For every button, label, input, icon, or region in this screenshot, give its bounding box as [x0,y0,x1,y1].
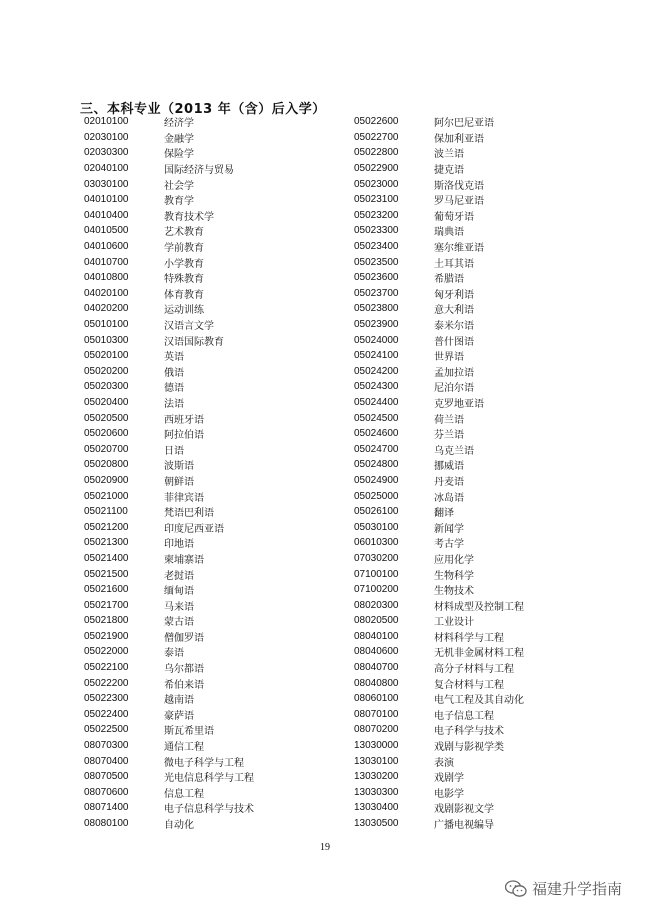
table-row [84,208,254,224]
major-name: 考古学 [434,539,464,551]
major-name: 冰岛语 [434,492,464,504]
major-name: 挪威语 [434,461,464,473]
major-code: 04020100 [84,287,129,299]
table-row [84,317,254,333]
table-row [84,769,254,785]
major-name: 小学教育 [164,258,204,270]
table-row [354,223,524,239]
table-row [84,488,254,504]
major-name: 克罗地亚语 [434,398,484,410]
table-row [84,519,254,535]
table-row [354,582,524,598]
major-name: 意大利语 [434,305,474,317]
major-code: 07100200 [354,584,399,596]
major-code: 05020300 [84,381,129,393]
major-code: 08070600 [84,786,129,798]
table-row [354,488,524,504]
table-row [354,738,524,754]
major-name: 金融学 [164,133,194,145]
table-row [354,254,524,270]
major-code: 13030300 [354,786,399,798]
major-name: 表演 [434,757,454,769]
table-row [84,426,254,442]
major-code: 08070500 [84,771,129,783]
major-name: 自动化 [164,820,194,832]
major-code: 05021200 [84,521,129,533]
major-name: 印度尼西亚语 [164,523,224,535]
major-code: 05021300 [84,537,129,549]
major-code: 04010700 [84,256,129,268]
table-row [84,192,254,208]
table-row [84,800,254,816]
major-name: 生物科学 [434,570,474,582]
major-code: 02030100 [84,131,129,143]
table-row [84,675,254,691]
table-row [84,644,254,660]
major-code: 05024400 [354,396,399,408]
major-name: 德语 [164,383,184,395]
major-name: 运动训练 [164,305,204,317]
major-name: 教育技术学 [164,211,214,223]
table-row [354,286,524,302]
major-name: 复合材料与工程 [434,679,504,691]
major-code: 05024500 [354,412,399,424]
major-code: 05021100 [84,506,128,518]
major-code: 05022400 [84,708,129,720]
major-list-right [354,114,524,831]
table-row [84,379,254,395]
major-code: 04020200 [84,303,129,315]
major-code: 13030000 [354,740,399,752]
major-code: 05025000 [354,490,399,502]
major-name: 体育教育 [164,289,204,301]
table-row [84,441,254,457]
major-name: 葡萄牙语 [434,211,474,223]
section-heading: 三、本科专业（2013 年（含）后入学） [80,102,326,117]
table-row [84,722,254,738]
table-row [354,644,524,660]
table-row [84,410,254,426]
major-name: 希伯来语 [164,679,204,691]
table-row [354,566,524,582]
major-name: 微电子科学与工程 [164,757,244,769]
major-name: 电气工程及其自动化 [434,695,524,707]
major-name: 乌克兰语 [434,445,474,457]
table-row [84,161,254,177]
major-code: 08040700 [354,662,399,674]
table-row [354,426,524,442]
table-row [354,364,524,380]
major-name: 材料科学与工程 [434,632,504,644]
major-code: 13030100 [354,755,399,767]
major-name: 国际经济与贸易 [164,165,234,177]
table-row [354,145,524,161]
major-code: 05024600 [354,428,399,440]
major-code: 05024300 [354,381,399,393]
table-row [84,301,254,317]
major-code: 04010400 [84,209,129,221]
table-row [84,239,254,255]
major-name: 乌尔都语 [164,664,204,676]
major-name: 泰语 [164,648,184,660]
table-row [84,130,254,146]
table-row [84,691,254,707]
table-row [354,504,524,520]
major-name: 泰米尔语 [434,321,474,333]
major-name: 翻译 [434,508,454,520]
major-name: 戏剧影视文学 [434,804,494,816]
major-code: 05022600 [354,116,399,128]
table-row [84,254,254,270]
table-row [354,519,524,535]
major-name: 无机非金属材料工程 [434,648,524,660]
major-code: 08080100 [84,818,129,830]
major-name: 朝鲜语 [164,476,194,488]
major-code: 04010500 [84,225,129,237]
major-code: 05022100 [84,662,129,674]
major-name: 普什图语 [434,336,474,348]
major-code: 05024700 [354,443,399,455]
watermark-text: 福建升学指南 [531,880,622,898]
major-name: 匈牙利语 [434,289,474,301]
major-name: 塞尔维亚语 [434,243,484,255]
major-name: 荷兰语 [434,414,464,426]
table-row [354,301,524,317]
major-code: 05024000 [354,334,399,346]
major-name: 高分子材料与工程 [434,664,514,676]
major-name: 广播电视编导 [434,820,494,832]
table-row [84,738,254,754]
table-row [354,176,524,192]
major-name: 土耳其语 [434,258,474,270]
major-code: 05024100 [354,350,399,362]
major-code: 05021800 [84,615,129,627]
table-row [354,441,524,457]
major-name: 阿拉伯语 [164,430,204,442]
major-code: 05023600 [354,272,399,284]
major-code: 05020900 [84,474,129,486]
major-code: 05023800 [354,303,399,315]
table-row [354,114,524,130]
major-code: 05023200 [354,209,399,221]
major-code: 02040100 [84,163,129,175]
major-code: 05022000 [84,646,129,658]
major-code: 08070100 [354,708,399,720]
table-row [354,535,524,551]
table-row [354,192,524,208]
major-code: 07030200 [354,552,399,564]
major-name: 光电信息科学与工程 [164,773,254,785]
major-name: 电子科学与技术 [434,726,504,738]
table-row [354,691,524,707]
table-row [354,410,524,426]
major-name: 工业设计 [434,617,474,629]
table-row [84,176,254,192]
major-code: 05024200 [354,365,399,377]
major-name: 马来语 [164,601,194,613]
major-name: 波兰语 [434,149,464,161]
major-code: 13030200 [354,771,399,783]
table-row [354,613,524,629]
major-name: 丹麦语 [434,476,464,488]
major-name: 越南语 [164,695,194,707]
major-name: 尼泊尔语 [434,383,474,395]
table-row [84,566,254,582]
major-name: 俄语 [164,367,184,379]
major-code: 05010300 [84,334,129,346]
major-name: 电子信息科学与技术 [164,804,254,816]
major-name: 斯洛伐克语 [434,180,484,192]
table-row [84,551,254,567]
major-name: 学前教育 [164,243,204,255]
major-code: 05020200 [84,365,129,377]
major-list-left [84,114,254,831]
table-row [84,629,254,645]
table-row [354,473,524,489]
major-code: 05022500 [84,724,129,736]
major-name: 艺术教育 [164,227,204,239]
page-number: 19 [320,842,330,853]
major-name: 世界语 [434,352,464,364]
major-name: 僧伽罗语 [164,632,204,644]
table-row [354,660,524,676]
major-name: 老挝语 [164,570,194,582]
major-code: 05026100 [354,506,399,518]
major-name: 信息工程 [164,788,204,800]
table-row [84,597,254,613]
major-code: 07100100 [354,568,399,580]
major-code: 04010800 [84,272,129,284]
table-row [354,208,524,224]
table-row [84,364,254,380]
major-code: 06010300 [354,537,399,549]
table-row [84,785,254,801]
major-code: 08020300 [354,599,399,611]
major-name: 柬埔寨语 [164,554,204,566]
major-code: 08070300 [84,740,129,752]
table-row [354,317,524,333]
table-row [354,675,524,691]
table-row [354,551,524,567]
table-row [84,535,254,551]
major-name: 芬兰语 [434,430,464,442]
table-row [84,582,254,598]
table-row [84,270,254,286]
major-name: 波斯语 [164,461,194,473]
major-code: 05023400 [354,241,399,253]
major-code: 08040100 [354,630,399,642]
table-row [84,223,254,239]
table-row [84,457,254,473]
major-name: 汉语言文学 [164,321,214,333]
major-name: 法语 [164,398,184,410]
table-row [354,800,524,816]
major-name: 应用化学 [434,554,474,566]
major-code: 05024800 [354,459,399,471]
table-row [354,597,524,613]
major-name: 西班牙语 [164,414,204,426]
major-name: 菲律宾语 [164,492,204,504]
table-row [84,348,254,364]
major-code: 05023700 [354,287,399,299]
major-name: 社会学 [164,180,194,192]
table-row [354,379,524,395]
major-code: 04010100 [84,194,129,206]
major-code: 13030500 [354,818,399,830]
table-row [84,753,254,769]
major-code: 05021400 [84,552,129,564]
major-code: 08020500 [354,615,399,627]
major-code: 08070400 [84,755,129,767]
table-row [84,613,254,629]
major-code: 05022300 [84,693,129,705]
table-row [84,707,254,723]
table-row [354,707,524,723]
table-row [354,785,524,801]
major-code: 08040800 [354,677,399,689]
major-name: 印地语 [164,539,194,551]
major-code: 05020800 [84,459,129,471]
table-row [354,270,524,286]
major-code: 05021900 [84,630,129,642]
table-row [354,161,524,177]
wechat-icon [505,880,527,898]
major-name: 电影学 [434,788,464,800]
major-code: 05020400 [84,396,129,408]
major-code: 04010600 [84,241,129,253]
major-name: 戏剧学 [434,773,464,785]
major-code: 02010100 [84,116,129,128]
major-name: 孟加拉语 [434,367,474,379]
table-row [84,395,254,411]
table-row [354,395,524,411]
table-row [354,457,524,473]
major-name: 汉语国际教育 [164,336,224,348]
major-name: 保加利亚语 [434,133,484,145]
major-code: 05022900 [354,163,399,175]
major-name: 英语 [164,352,184,364]
major-name: 特殊教育 [164,274,204,286]
major-code: 05020100 [84,350,129,362]
table-row [354,629,524,645]
major-code: 03030100 [84,178,129,190]
table-row [354,130,524,146]
major-code: 13030400 [354,802,399,814]
major-code: 05023500 [354,256,399,268]
major-name: 日语 [164,445,184,457]
table-row [84,286,254,302]
major-name: 保险学 [164,149,194,161]
major-name: 豪萨语 [164,710,194,722]
major-code: 02030300 [84,147,129,159]
table-row [354,239,524,255]
major-name: 希腊语 [434,274,464,286]
major-code: 05023900 [354,319,399,331]
table-row [354,722,524,738]
table-row [354,348,524,364]
major-name: 瑞典语 [434,227,464,239]
major-code: 05021700 [84,599,129,611]
major-code: 05023300 [354,225,399,237]
major-name: 梵语巴利语 [164,508,214,520]
major-name: 新闻学 [434,523,464,535]
major-name: 斯瓦希里语 [164,726,214,738]
major-name: 戏剧与影视学类 [434,742,504,754]
major-name: 材料成型及控制工程 [434,601,524,613]
major-code: 05021600 [84,584,129,596]
major-name: 缅甸语 [164,586,194,598]
major-code: 05024900 [354,474,399,486]
major-code: 05022700 [354,131,399,143]
major-name: 教育学 [164,196,194,208]
major-code: 05020700 [84,443,129,455]
watermark [505,878,622,899]
major-code: 08071400 [84,802,129,814]
table-row [354,332,524,348]
major-code: 05023000 [354,178,399,190]
major-code: 08070200 [354,724,399,736]
major-code: 05022800 [354,147,399,159]
major-name: 蒙古语 [164,617,194,629]
major-code: 05023100 [354,194,399,206]
table-row [84,660,254,676]
table-row [354,816,524,832]
major-code: 05020600 [84,428,129,440]
major-code: 08060100 [354,693,399,705]
major-name: 罗马尼亚语 [434,196,484,208]
table-row [84,504,254,520]
table-row [84,473,254,489]
major-name: 阿尔巴尼亚语 [434,118,494,130]
table-row [354,753,524,769]
major-code: 05030100 [354,521,399,533]
table-row [84,332,254,348]
major-name: 生物技术 [434,586,474,598]
table-row [354,769,524,785]
major-code: 08040600 [354,646,399,658]
major-code: 05022200 [84,677,129,689]
table-row [84,816,254,832]
major-code: 05020500 [84,412,129,424]
major-code: 05010100 [84,319,129,331]
major-name: 捷克语 [434,165,464,177]
table-row [84,114,254,130]
major-name: 电子信息工程 [434,710,494,722]
major-code: 05021500 [84,568,129,580]
major-name: 通信工程 [164,742,204,754]
table-row [84,145,254,161]
major-code: 05021000 [84,490,129,502]
major-name: 经济学 [164,118,194,130]
